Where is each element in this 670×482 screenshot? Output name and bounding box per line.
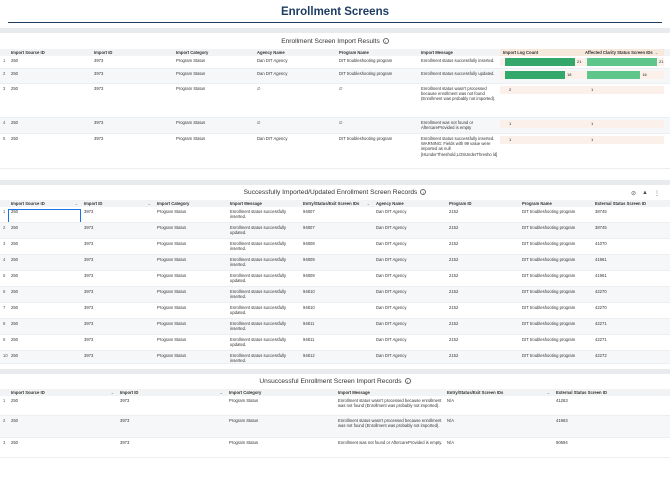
table-row[interactable] (0, 319, 670, 335)
bar-track (505, 136, 580, 144)
agency-name-cell: Dan DIT Agency (376, 256, 407, 262)
column-header-label: Import ID (120, 389, 139, 395)
table-row[interactable] (0, 223, 670, 239)
program-name-cell: DIT troubleshooting program (522, 288, 576, 294)
program-name-cell: DIT troubleshooting program (522, 304, 576, 310)
bar-value: 1 (509, 137, 512, 142)
program-id-cell: 2152 (449, 288, 459, 294)
bar-value: 21 (659, 59, 664, 64)
import-message-cell: Enrollment status successfully updated. (230, 224, 287, 235)
column-header[interactable] (519, 201, 592, 206)
program-name-cell: DIT troubleshooting program (522, 208, 576, 214)
screen-ids-cell: 94810 (303, 288, 315, 294)
agency-name-cell: ∅ (257, 85, 261, 91)
row-number: 4 (3, 256, 6, 262)
column-header-label: External Status Screen ID (595, 200, 646, 206)
column-header-label: Import Category (157, 200, 190, 206)
column-header-label: Agency Name (376, 200, 404, 206)
program-name-cell: DIT troubleshooting program (522, 240, 576, 246)
info-icon[interactable]: i (420, 189, 426, 195)
column-header-label: Import Message (230, 200, 262, 206)
row-number: 2 (3, 70, 6, 76)
column-header[interactable] (91, 50, 173, 55)
agency-name-cell: Dan DIT Agency (257, 135, 288, 141)
program-id-cell: 2152 (449, 304, 459, 310)
sort-chevron-icon[interactable]: ⌄ (110, 389, 114, 395)
external-screen-id-cell: 42270 (595, 288, 607, 294)
table-row[interactable] (0, 303, 670, 319)
column-header[interactable] (226, 390, 335, 395)
import-id-cell: 3973 (84, 240, 94, 246)
agency-name-cell: Dan DIT Agency (376, 352, 407, 358)
import-message-cell: Enrollment was not found or AftercareProvided is empty. (338, 439, 443, 445)
import-message-cell: Enrollment status wasn't processed because enrollment was not found (Enrollment was probably not imported). (421, 85, 496, 102)
agency-name-cell: Dan DIT Agency (376, 288, 407, 294)
column-header[interactable] (592, 201, 662, 206)
import-category-cell: Program Status (176, 57, 206, 63)
more-icon[interactable]: ⋮ (654, 191, 660, 197)
import-source-id-cell: 250 (11, 119, 18, 125)
unsuccess-records-title: Unsuccessful Enrollment Screen Import Records i (0, 378, 670, 385)
column-header[interactable] (300, 201, 373, 206)
row-number: 9 (3, 336, 6, 342)
program-name-cell: DIT troubleshooting program (339, 70, 393, 76)
data-bar (587, 58, 657, 66)
external-screen-id-cell: 42271 (595, 320, 607, 326)
program-id-cell: 2152 (449, 336, 459, 342)
data-bar (505, 58, 575, 66)
external-screen-id-cell: 42270 (595, 304, 607, 310)
table-row[interactable] (0, 207, 670, 223)
import-source-id-cell[interactable]: 250 (11, 320, 18, 326)
bar-value: 2 (509, 87, 512, 92)
section-band (0, 369, 670, 374)
column-header-label: External Status Screen ID (556, 389, 607, 395)
agency-name-cell: Dan DIT Agency (376, 240, 407, 246)
screen-ids-cell: N/A (447, 417, 454, 423)
row-number: 1 (3, 208, 6, 214)
column-header[interactable] (154, 201, 227, 206)
import-category-cell: Program Status (157, 352, 187, 358)
import-id-cell: 3973 (94, 85, 104, 91)
program-name-cell: DIT troubleshooting program (522, 272, 576, 278)
import-message-cell: Enrollment status successfully inserted. (230, 240, 287, 251)
import-category-cell: Program Status (157, 224, 187, 230)
title-divider (8, 22, 662, 23)
import-id-cell: 3973 (84, 256, 94, 262)
bar-track (505, 58, 580, 66)
import-message-cell: Enrollment was not found or AftercareProvided is empty (421, 119, 474, 130)
screen-ids-cell: 94812 (303, 352, 315, 358)
row-number: 2 (3, 417, 6, 423)
screen-ids-cell: N/A (447, 439, 454, 445)
program-id-cell: 2152 (449, 240, 459, 246)
column-header-label: Affected Clarity Status Screen IDs (585, 49, 653, 55)
external-screen-id-cell: 38745 (595, 224, 607, 230)
section-band (0, 180, 670, 185)
row-number: 1 (3, 397, 6, 403)
affected-screen-ids-cell (582, 86, 664, 94)
success-records-title: Successfully Imported/Updated Enrollment Screen Records i (0, 189, 670, 196)
table-toolbar (631, 190, 660, 197)
table-row[interactable] (0, 438, 670, 458)
screen-ids-cell: 94807 (303, 208, 315, 214)
screen-ids-cell: N/A (447, 397, 454, 403)
external-screen-id-cell: 41963 (556, 417, 568, 423)
import-message-cell: Enrollment status successfully inserted. (230, 208, 287, 219)
program-name-cell: DIT troubleshooting program (522, 256, 576, 262)
column-header[interactable] (335, 390, 444, 395)
sort-chevron-icon[interactable]: ⌄ (219, 389, 223, 395)
sort-chevron-icon[interactable]: ⌄ (366, 200, 370, 206)
column-header-label: Import Category (229, 389, 262, 395)
row-number: 10 (3, 352, 8, 358)
bar-value: 18 (566, 72, 572, 77)
bar-value: 21 (577, 59, 582, 64)
external-screen-id-cell: 41961 (595, 256, 607, 262)
column-header[interactable] (553, 390, 657, 395)
affected-screen-ids-cell (582, 71, 664, 79)
import-message-cell: Enrollment status successfully updated. (421, 70, 495, 76)
program-name-cell: DIT troubleshooting program (339, 57, 393, 63)
column-header[interactable] (81, 201, 154, 206)
external-screen-id-cell: 42271 (595, 336, 607, 342)
column-header-label: Program Name (339, 49, 369, 55)
table-row[interactable] (0, 271, 670, 287)
column-header[interactable] (418, 50, 500, 55)
import-category-cell: Program Status (176, 70, 206, 76)
import-category-cell: Program Status (176, 85, 206, 91)
screen-ids-cell: 94809 (303, 272, 315, 278)
table-row[interactable] (0, 396, 670, 416)
external-screen-id-cell: 41070 (595, 240, 607, 246)
import-id-cell: 3973 (120, 417, 130, 423)
import-id-cell: 3973 (94, 119, 104, 125)
import-results-table (0, 49, 670, 169)
import-source-id-cell[interactable]: 250 (11, 288, 18, 294)
column-header[interactable] (500, 49, 582, 56)
agency-name-cell: Dan DIT Agency (257, 57, 288, 63)
program-id-cell: 2152 (449, 320, 459, 326)
agency-name-cell: Dan DIT Agency (376, 320, 407, 326)
affected-screen-ids-cell (582, 136, 664, 144)
import-source-id-cell[interactable]: 250 (11, 272, 18, 278)
import-source-id-cell: 250 (11, 85, 18, 91)
import-id-cell: 3973 (94, 70, 104, 76)
external-screen-id-cell: 42272 (595, 352, 607, 358)
table-row[interactable] (0, 287, 670, 303)
import-id-cell: 3973 (84, 288, 94, 294)
program-id-cell: 2152 (449, 256, 459, 262)
import-message-cell: Enrollment status successfully updated. (230, 304, 287, 315)
import-source-id-cell[interactable]: 250 (11, 256, 18, 262)
row-number: 8 (3, 320, 6, 326)
import-category-cell: Program Status (176, 135, 206, 141)
import-category-cell: Program Status (176, 119, 206, 125)
column-header-label: Entry/Status/Exit Screen IDs (447, 389, 504, 395)
sort-chevron-icon[interactable]: ⌄ (147, 200, 151, 206)
column-header-label: Import Message (338, 389, 370, 395)
column-header-label: Import ID (84, 200, 103, 206)
data-bar (587, 71, 640, 79)
program-name-cell: ∅ (339, 85, 343, 91)
import-category-cell: Program Status (157, 320, 187, 326)
column-header-label: Import Source ID (11, 389, 45, 395)
agency-name-cell: Dan DIT Agency (376, 304, 407, 310)
screen-ids-cell: 94809 (303, 256, 315, 262)
row-number: 5 (3, 272, 6, 278)
import-category-cell: Program Status (157, 256, 187, 262)
agency-name-cell: Dan DIT Agency (376, 336, 407, 342)
program-id-cell: 2152 (449, 224, 459, 230)
import-message-cell: Enrollment status successfully inserted. WARNING: Fields with 99 value were imported as null [IsUnderThreshold,LOSUnderThresho ld] (421, 135, 498, 157)
column-header[interactable] (8, 390, 117, 395)
import-id-cell: 3973 (94, 57, 104, 63)
bar-value: 1 (591, 137, 594, 142)
program-name-cell: ∅ (339, 119, 343, 125)
bar-track (587, 71, 662, 79)
bar-track (587, 86, 662, 94)
column-header-label: Import Category (176, 49, 209, 55)
row-number: 3 (3, 85, 6, 91)
import-source-id-cell[interactable]: 250 (11, 336, 18, 342)
bar-track (587, 58, 662, 66)
column-header[interactable] (446, 201, 519, 206)
import-id-cell: 3973 (94, 135, 104, 141)
table-row[interactable] (0, 416, 670, 438)
column-header-label: Import ID (94, 49, 113, 55)
bar-track (505, 86, 580, 94)
import-message-cell: Enrollment status successfully inserted. (230, 288, 287, 299)
import-source-id-cell[interactable]: 250 (11, 224, 18, 230)
agency-name-cell: Dan DIT Agency (376, 208, 407, 214)
import-category-cell: Program Status (157, 336, 187, 342)
column-header[interactable] (173, 50, 254, 55)
column-header[interactable] (582, 49, 664, 56)
import-source-id-cell[interactable]: 250 (11, 304, 18, 310)
external-screen-id-cell: 41263 (556, 397, 568, 403)
column-header[interactable] (227, 201, 300, 206)
agency-name-cell: Dan DIT Agency (257, 70, 288, 76)
screen-ids-cell: 94807 (303, 224, 315, 230)
table-row[interactable] (0, 69, 670, 84)
import-log-count-cell (500, 58, 582, 66)
import-message-cell: Enrollment status wasn't processed because enrollment was not found (Enrollment was probably not imported). (338, 417, 442, 428)
bar-value: 1 (509, 121, 512, 126)
screen-ids-cell: 94810 (303, 304, 315, 310)
import-category-cell: Program Status (229, 417, 259, 423)
program-name-cell: DIT troubleshooting program (522, 352, 576, 358)
import-source-id-cell: 250 (11, 417, 18, 423)
import-log-count-cell (500, 136, 582, 144)
external-screen-id-cell: 90694 (556, 439, 568, 445)
section-band (0, 28, 670, 33)
import-source-id-cell: 250 (11, 397, 18, 403)
row-number: 4 (3, 119, 6, 125)
column-header-label: Program Name (522, 200, 552, 206)
import-id-cell: 3973 (84, 320, 94, 326)
column-header[interactable] (336, 50, 418, 55)
row-number: 5 (3, 135, 6, 141)
import-id-cell: 3973 (84, 208, 94, 214)
column-header-label: Import Source ID (11, 49, 45, 55)
row-number: 6 (3, 288, 6, 294)
program-id-cell: 2152 (449, 208, 459, 214)
import-category-cell: Program Status (157, 240, 187, 246)
column-header-label: Import Source ID (11, 200, 45, 206)
import-message-cell: Enrollment status wasn't processed because enrollment was not found (Enrollment was probably not imported). (338, 397, 442, 408)
success-records-table (0, 200, 670, 364)
import-source-id-cell[interactable]: 250 (11, 240, 18, 246)
screen-ids-cell: 94811 (303, 336, 315, 342)
import-category-cell: Program Status (157, 288, 187, 294)
table-header-row (0, 200, 670, 207)
alert-icon[interactable]: ▲ (642, 190, 648, 196)
import-log-count-cell (500, 86, 582, 94)
row-number: 3 (3, 439, 6, 445)
table-row[interactable] (0, 84, 670, 118)
import-message-cell: Enrollment status successfully inserted. (421, 57, 495, 63)
column-header[interactable] (8, 201, 81, 206)
bar-value: 1 (591, 121, 594, 126)
table-header-row (0, 49, 670, 56)
column-header[interactable] (117, 390, 226, 395)
bar-track (587, 120, 662, 128)
table-row[interactable] (0, 134, 670, 169)
agency-name-cell: Dan DIT Agency (376, 224, 407, 230)
import-source-id-cell[interactable]: 250 (8, 209, 81, 223)
column-header[interactable] (8, 50, 91, 55)
import-id-cell: 3973 (84, 304, 94, 310)
import-category-cell: Program Status (157, 208, 187, 214)
table-row[interactable] (0, 239, 670, 255)
import-message-cell: Enrollment status successfully inserted. (230, 352, 287, 363)
import-category-cell: Program Status (229, 397, 259, 403)
bar-track (587, 136, 662, 144)
import-category-cell: Program Status (157, 272, 187, 278)
import-message-cell: Enrollment status successfully updated. (230, 272, 287, 283)
unsuccess-records-table (0, 389, 670, 458)
bar-value: 1 (591, 87, 594, 92)
program-name-cell: DIT troubleshooting program (522, 320, 576, 326)
import-log-count-cell (500, 120, 582, 128)
import-source-id-cell[interactable]: 250 (11, 352, 18, 358)
program-name-cell: DIT troubleshooting program (339, 135, 393, 141)
import-source-id-cell: 250 (11, 57, 18, 63)
table-row[interactable] (0, 255, 670, 271)
row-number: 7 (3, 304, 6, 310)
import-category-cell: Program Status (157, 304, 187, 310)
affected-screen-ids-cell (582, 58, 664, 66)
external-screen-id-cell: 38745 (595, 208, 607, 214)
column-header-label: Agency Name (257, 49, 285, 55)
info-icon[interactable]: i (383, 38, 389, 44)
column-header-label: Import Log Count (503, 49, 539, 55)
import-id-cell: 3973 (120, 397, 130, 403)
import-category-cell: Program Status (229, 439, 259, 445)
page-title: Enrollment Screens (280, 6, 389, 18)
program-id-cell: 2152 (449, 352, 459, 358)
import-message-cell: Enrollment status successfully updated. (230, 336, 287, 347)
agency-name-cell: Dan DIT Agency (376, 272, 407, 278)
column-header-label: Import Message (421, 49, 453, 55)
import-message-cell: Enrollment status successfully inserted. (230, 320, 287, 331)
program-id-cell: 2152 (449, 272, 459, 278)
info-icon[interactable]: i (405, 378, 411, 384)
table-header-row (0, 389, 670, 396)
import-id-cell: 3973 (84, 352, 94, 358)
table-row[interactable] (0, 351, 670, 364)
table-row[interactable] (0, 335, 670, 351)
import-message-cell: Enrollment status successfully inserted. (230, 256, 287, 267)
import-id-cell: 3973 (120, 439, 130, 445)
screen-ids-cell: 94811 (303, 320, 315, 326)
data-bar (505, 71, 565, 79)
column-header-label: Entry/Status/Exit Screen IDs (303, 200, 360, 206)
import-id-cell: 3973 (84, 272, 94, 278)
column-header[interactable] (444, 390, 553, 395)
import-results-title: Enrollment Screen Import Results i (0, 38, 670, 45)
bar-track (505, 120, 580, 128)
external-screen-id-cell: 41961 (595, 272, 607, 278)
column-header[interactable] (373, 201, 446, 206)
import-source-id-cell: 250 (11, 439, 18, 445)
import-log-count-cell (500, 71, 582, 79)
filter-icon[interactable]: ⊘ (631, 191, 637, 197)
bar-value: 16 (642, 72, 647, 77)
column-header-label: Program ID (449, 200, 472, 206)
import-id-cell: 3973 (84, 336, 94, 342)
row-number: 2 (3, 224, 6, 230)
row-number: 1 (3, 57, 6, 63)
screen-ids-cell: 94808 (303, 240, 315, 246)
program-name-cell: DIT troubleshooting program (522, 224, 576, 230)
program-name-cell: DIT troubleshooting program (522, 336, 576, 342)
sort-chevron-icon[interactable]: ⌄ (546, 389, 550, 395)
agency-name-cell: ∅ (257, 119, 261, 125)
sort-chevron-icon[interactable]: ⌄ (74, 200, 78, 206)
table-row[interactable] (0, 56, 670, 69)
table-row[interactable] (0, 118, 670, 134)
import-id-cell: 3973 (84, 224, 94, 230)
row-number: 3 (3, 240, 6, 246)
bar-track (505, 71, 580, 79)
import-source-id-cell: 250 (11, 70, 18, 76)
column-header[interactable] (254, 50, 336, 55)
sort-chevron-icon[interactable]: ⌄ (654, 49, 659, 55)
import-source-id-cell: 250 (11, 135, 18, 141)
affected-screen-ids-cell (582, 120, 664, 128)
